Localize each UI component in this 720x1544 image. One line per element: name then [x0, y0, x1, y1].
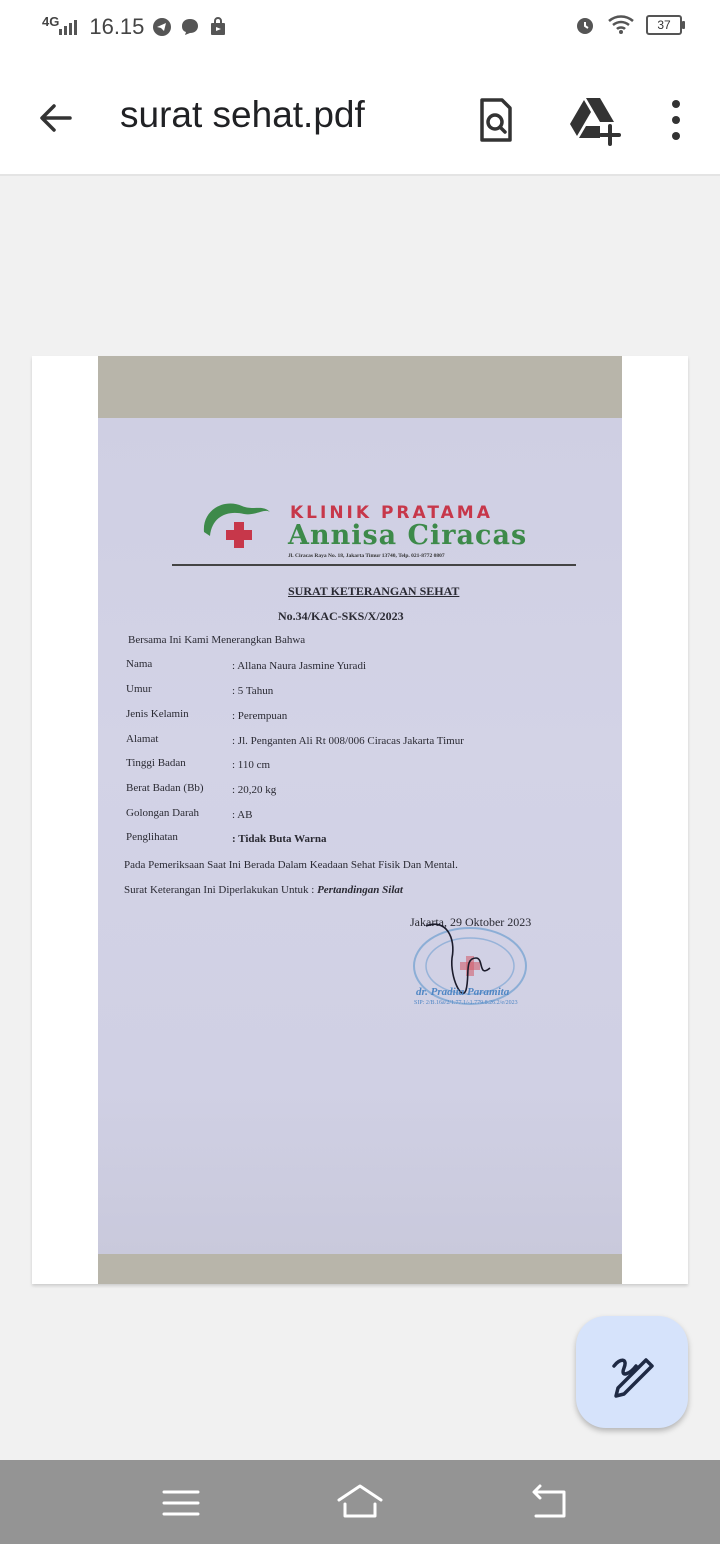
- field-label: Berat Badan (Bb): [126, 782, 204, 794]
- more-options-button[interactable]: [660, 92, 692, 148]
- field-value: : Perempuan: [232, 710, 288, 722]
- field-value: : 20,20 kg: [232, 784, 277, 796]
- app-bar: [0, 56, 720, 176]
- field-value: : Jl. Penganten Ali Rt 008/006 Ciracas Jakarta Timur: [232, 735, 464, 747]
- recent-apps-button[interactable]: [156, 1478, 206, 1528]
- document-title: surat sehat.pdf: [120, 94, 365, 135]
- back-arrow-icon: [524, 1478, 574, 1528]
- clinic-address: Jl. Ciracas Raya No. 18, Jakarta Timur 13740, Telp. 021-8772 0807: [288, 553, 445, 559]
- clinic-name: Annisa Ciracas: [288, 520, 528, 551]
- add-to-drive-button[interactable]: [564, 92, 624, 148]
- shopping-bag-icon: [208, 17, 228, 37]
- letter-number: No.34/KAC-SKS/X/2023: [278, 609, 404, 623]
- pdf-page: [32, 356, 688, 1284]
- health-statement: Pada Pemeriksaan Saat Ini Berada Dalam Keadaan Sehat Fisik Dan Mental.: [124, 859, 458, 871]
- field-label: Jenis Kelamin: [126, 708, 189, 720]
- field-label: Alamat: [126, 733, 159, 745]
- purpose-line: [124, 884, 403, 896]
- drive-add-icon: [564, 92, 624, 148]
- search-document-icon: [468, 92, 524, 148]
- doctor-license: SIP: 2/B.16a/2/1.77.1/-1.779.8.26.2/e/2023: [414, 1000, 518, 1006]
- field-value: : 5 Tahun: [232, 685, 274, 697]
- paper-sheet: [98, 418, 622, 1254]
- chat-bubble-icon: [180, 17, 200, 37]
- letter-intro: Bersama Ini Kami Menerangkan Bahwa: [128, 634, 306, 646]
- field-label: Tinggi Badan: [126, 757, 186, 769]
- letter-title: SURAT KETERANGAN SEHAT: [288, 584, 460, 598]
- field-value: : Allana Naura Jasmine Yuradi: [232, 660, 366, 672]
- purpose-prefix: Surat Keterangan Ini Diperlakukan Untuk :: [124, 884, 315, 896]
- battery-indicator: 37: [646, 15, 682, 35]
- field-value: : AB: [232, 809, 253, 821]
- alarm-icon: [574, 14, 596, 36]
- clinic-heading: KLINIK PRATAMA: [290, 503, 493, 523]
- field-label: Umur: [126, 683, 152, 695]
- status-left: [42, 14, 228, 40]
- home-button[interactable]: [335, 1478, 385, 1528]
- system-nav-bar: [0, 1460, 720, 1544]
- annotate-fab-button[interactable]: [576, 1316, 688, 1428]
- network-indicator: 4G: [42, 13, 60, 29]
- field-value: : Tidak Buta Warna: [232, 833, 327, 845]
- signal-icon: [59, 19, 81, 35]
- back-nav-button[interactable]: [524, 1478, 574, 1528]
- arrow-left-icon: [30, 92, 82, 144]
- field-label: Golongan Darah: [126, 807, 200, 819]
- wifi-icon: [608, 15, 634, 35]
- menu-icon: [156, 1478, 206, 1528]
- back-button[interactable]: [30, 92, 82, 144]
- telegram-icon: [152, 17, 172, 37]
- document-photo: [98, 356, 622, 1284]
- pdf-viewer[interactable]: [0, 176, 720, 1460]
- more-vert-icon: [660, 92, 692, 148]
- home-icon: [335, 1478, 385, 1528]
- purpose-value: Pertandingan Silat: [317, 884, 403, 896]
- place-and-date: Jakarta, 29 Oktober 2023: [410, 915, 532, 929]
- field-label: Penglihatan: [126, 831, 178, 843]
- clinic-logo-icon: [198, 498, 278, 554]
- draw-edit-icon: [576, 1316, 688, 1428]
- field-label: Nama: [126, 658, 153, 670]
- clock-time: 16.15: [89, 14, 145, 39]
- doctor-name: dr. Pradita Paramita: [416, 986, 510, 998]
- search-in-document-button[interactable]: [468, 92, 524, 148]
- field-value: : 110 cm: [232, 759, 271, 771]
- status-right: [574, 14, 682, 36]
- status-bar: [0, 0, 720, 56]
- header-divider: [172, 564, 576, 566]
